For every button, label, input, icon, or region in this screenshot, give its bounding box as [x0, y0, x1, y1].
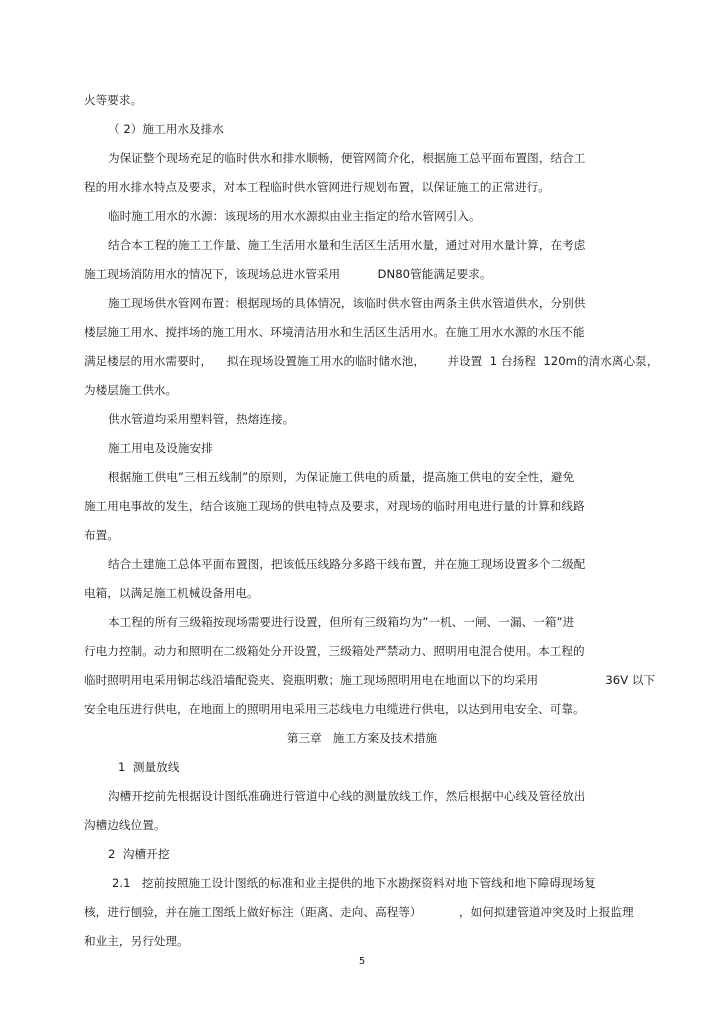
- text-line: 程的用水排水特点及要求，对本工程临时供水管网进行规划布置，以保证施工的正常进行。: [84, 180, 550, 194]
- text-line: 布置。: [84, 528, 119, 542]
- section-heading: 2 沟槽开挖: [108, 847, 170, 861]
- text-line: 本工程的所有三级箱按现场需要进行设置，但所有三级箱均为”一机、一闸、一漏、一箱”进: [108, 615, 575, 629]
- text-line: 楼层施工用水、搅拌场的施工用水、环境清洁用水和生活区生活用水。在施工用水水源的水压不能: [84, 325, 585, 339]
- text-line: 临时照明用电采用铜芯线沿墙配瓷夹、瓷瓶明敷；施工现场照明用电在地面以下的均采用 36V 以下: [84, 673, 656, 687]
- text-line: 临时施工用水的水源：该现场的用水水源拟由业主指定的给水管网引入。: [108, 209, 481, 223]
- section-heading: （ 2）施工用水及排水: [108, 122, 224, 136]
- chapter-heading: 第三章 施工方案及技术措施: [286, 731, 438, 745]
- text-line: 沟槽开挖前先根据设计图纸准确进行管道中心线的测量放线工作，然后根据中心线及管径放出: [108, 789, 586, 803]
- text-line: 施工用电事故的发生，结合该施工现场的供电特点及要求，对现场的临时用电进行量的计算和线路: [84, 499, 585, 513]
- text-line: 供水管道均采用塑料管，热熔连接。: [108, 412, 295, 426]
- text-line: 电箱，以满足施工机械设备用电。: [84, 586, 259, 600]
- text-line: 结合土建施工总体平面布置图，把该低压线路分多路干线布置，并在施工现场设置多个二级配: [108, 557, 586, 571]
- section-heading: 1 测量放线: [118, 760, 180, 774]
- text-line: 施工现场消防用水的情况下，该现场总进水管采用 DN80管能满足要求。: [84, 267, 492, 281]
- text-line: 2.1 挖前按照施工设计图纸的标准和业主提供的地下水勘探资料对地下管线和地下障碍现场复: [112, 876, 596, 890]
- section-heading: 施工用电及设施安排: [108, 441, 213, 455]
- text-line: 火等要求。: [84, 93, 143, 107]
- text-line: 为保证整个现场充足的临时供水和排水顺畅，便管网简介化，根据施工总平面布置图，结合工: [108, 151, 586, 165]
- text-line: 根据施工供电”三相五线制”的原则，为保证施工供电的质量，提高施工供电的安全性，避免: [108, 470, 575, 484]
- text-line: 施工现场供水管网布置：根据现场的具体情况，该临时供水管由两条主供水管道供水，分别供: [108, 296, 586, 310]
- text-line: 和业主，另行处理。: [84, 934, 189, 948]
- text-line: 沟槽边线位置。: [84, 818, 166, 832]
- page-number: 5: [358, 956, 366, 967]
- text-line: 核，进行刨验，并在施工图纸上做好标注（距离、走向、高程等） ，如何拟建管道冲突及时上报监理: [84, 905, 634, 919]
- text-line: 结合本工程的施工工作量、施工生活用水量和生活区生活用水量，通过对用水量计算，在考虑: [108, 238, 586, 252]
- text-line: 满足楼层的用水需要时， 拟在现场设置施工用水的临时储水池， 并设置 1 台扬程 120m的清水离心泵，: [84, 354, 659, 368]
- text-line: 安全电压进行供电，在地面上的照明用电采用三芯线电力电缆进行供电，以达到用电安全、可靠。: [84, 702, 585, 716]
- text-line: 为楼层施工供水。: [84, 383, 178, 397]
- text-line: 行电力控制。动力和照明在二级箱处分开设置，三级箱处严禁动力、照明用电混合使用。本工程的: [84, 644, 585, 658]
